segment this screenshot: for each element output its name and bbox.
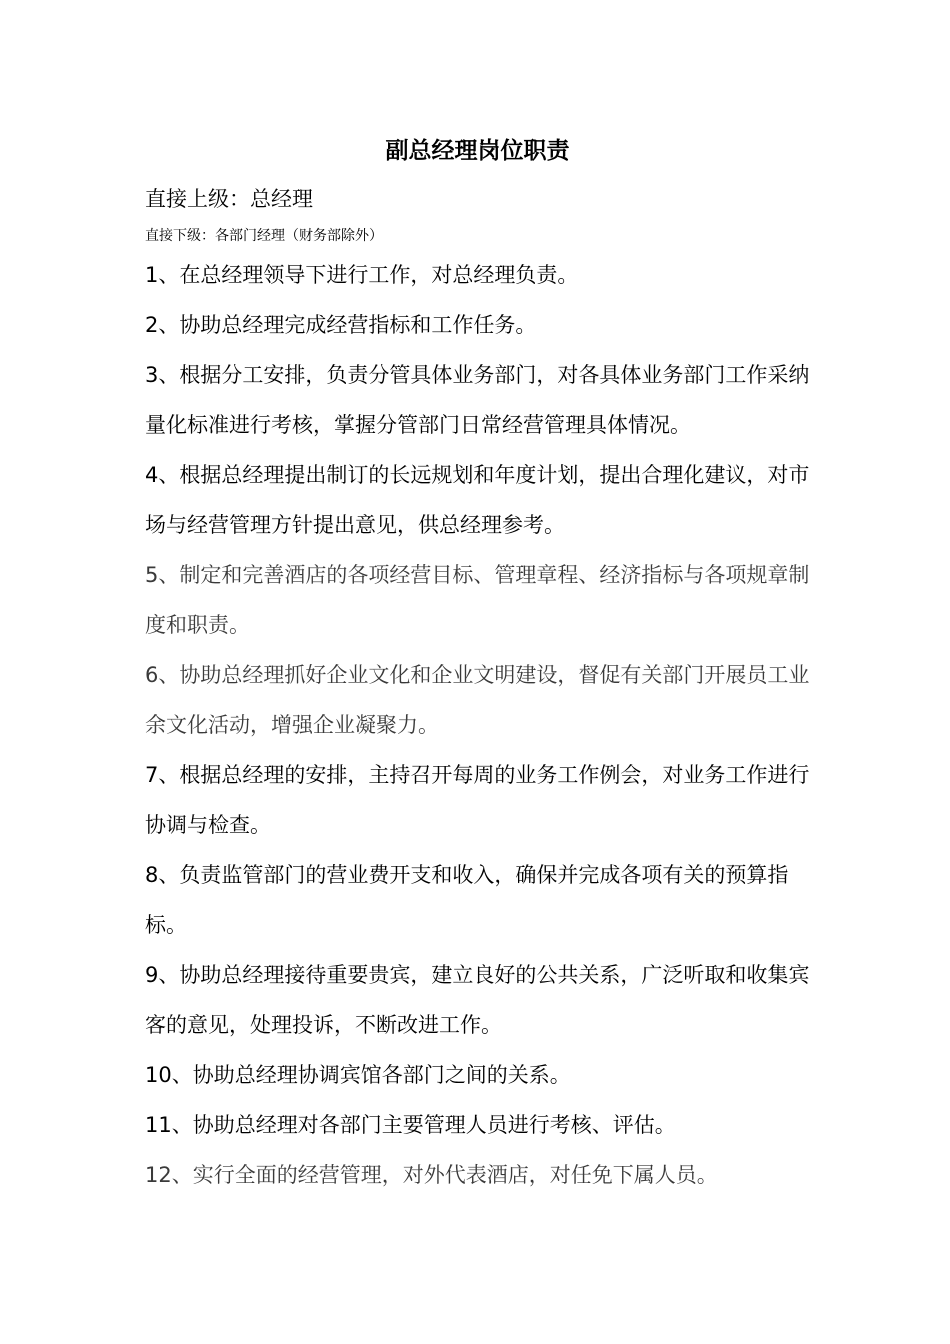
duty-item: 1、在总经理领导下进行工作，对总经理负责。 [145, 263, 579, 287]
duty-item: 9、协助总经理接待重要贵宾，建立良好的公共关系，广泛听取和收集宾客的意见，处理投诉，不断改进工作。 [145, 963, 810, 1037]
duty-item: 6、协助总经理抓好企业文化和企业文明建设，督促有关部门开展员工业余文化活动，增强企业凝聚力。 [145, 663, 810, 737]
duty-item: 10、协助总经理协调宾馆各部门之间的关系。 [145, 1063, 571, 1087]
duty-item: 12、实行全面的经营管理，对外代表酒店，对任免下属人员。 [145, 1163, 718, 1187]
duty-item: 3、根据分工安排，负责分管具体业务部门，对各具体业务部门工作采纳量化标准进行考核，掌握分管部门日常经营管理具体情况。 [145, 363, 810, 437]
direct-subordinate: 直接下级：各部门经理（财务部除外） [145, 228, 383, 244]
duty-item: 7、根据总经理的安排，主持召开每周的业务工作例会，对业务工作进行协调与检查。 [145, 763, 810, 837]
duty-item: 4、根据总经理提出制订的长远规划和年度计划，提出合理化建议，对市场与经营管理方针提出意见，供总经理参考。 [145, 463, 810, 537]
document-title: 副总经理岗位职责 [385, 138, 570, 164]
duty-list [145, 250, 810, 1200]
duty-item: 2、协助总经理完成经营指标和工作任务。 [145, 313, 537, 337]
duty-item: 5、制定和完善酒店的各项经营目标、管理章程、经济指标与各项规章制度和职责。 [145, 563, 810, 637]
duty-item: 8、负责监管部门的营业费开支和收入，确保并完成各项有关的预算指标。 [145, 863, 789, 937]
duty-item: 11、协助总经理对各部门主要管理人员进行考核、评估。 [145, 1113, 676, 1137]
direct-superior: 直接上级：总经理 [145, 187, 313, 211]
